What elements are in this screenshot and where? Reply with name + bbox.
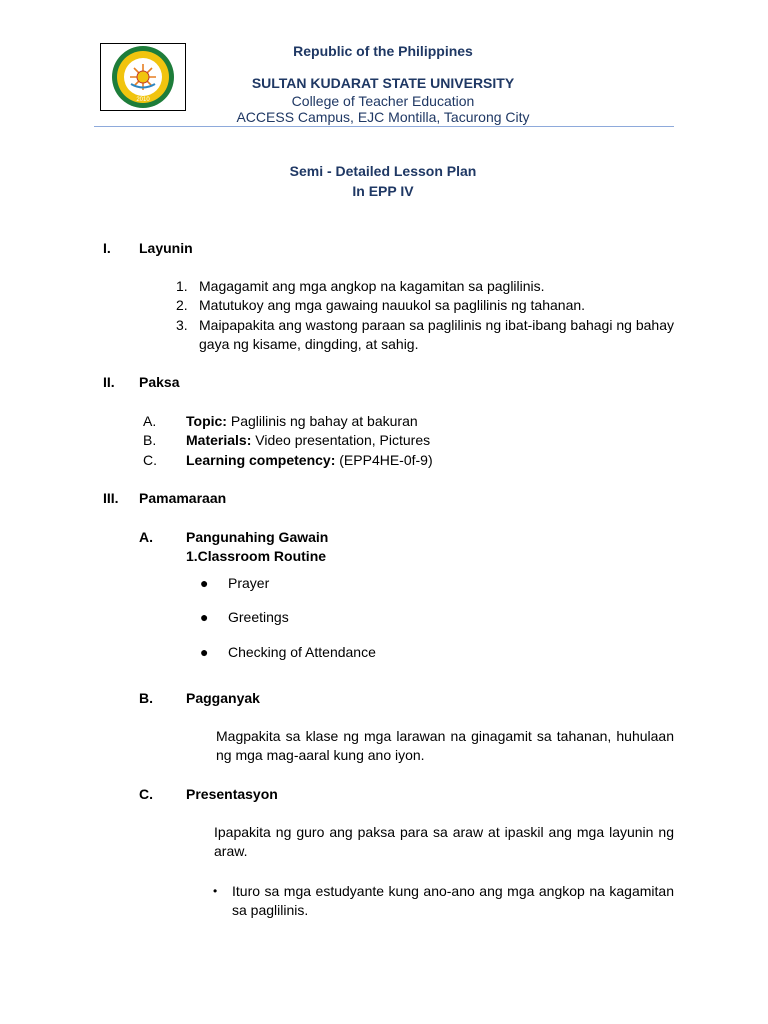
- subsection-a-title: Pangunahing Gawain: [186, 529, 329, 545]
- objective-1-text: Magagamit ang mga angkop na kagamitan sa paglilinis.: [199, 278, 545, 294]
- materials-line: [186, 431, 430, 450]
- presentation-bullet-text: Ituro sa mga estudyante kung ano-ano ang mga angkop na kagamitan sa paglilinis.: [232, 883, 674, 918]
- republic-heading: Republic of the Philippines: [293, 43, 473, 59]
- subsection-c-title: Presentasyon: [186, 786, 278, 802]
- section-2-title: Paksa: [139, 374, 180, 390]
- competency-letter: C.: [143, 452, 157, 468]
- materials-label: Materials:: [186, 432, 252, 448]
- classroom-routine-heading: 1.Classroom Routine: [186, 548, 327, 564]
- lesson-plan-subject: In EPP IV: [352, 183, 414, 199]
- objective-3-text: Maipapakita ang wastong paraan sa paglilinis ng ibat-ibang bahagi ng bahay gaya ng kisame, dingding, at sahig.: [199, 317, 674, 352]
- subsection-c-letter: C.: [139, 786, 153, 802]
- competency-value: (EPP4HE-0f-9): [335, 452, 433, 468]
- topic-line: [186, 412, 418, 431]
- section-3-title: Pamamaraan: [139, 490, 227, 506]
- topic-value: Paglilinis ng bahay at bakuran: [226, 413, 418, 429]
- topic-letter: A.: [143, 413, 157, 429]
- subsection-b-letter: B.: [139, 690, 153, 706]
- bullet-icon: ●: [200, 575, 209, 591]
- presentation-text: Ipapakita ng guro ang paksa para sa araw at ipaskil ang mga layunin ng araw.: [214, 824, 674, 859]
- university-name: SULTAN KUDARAT STATE UNIVERSITY: [251, 75, 515, 91]
- motivation-text: Magpakita sa klase ng mga larawan na ginagamit sa tahanan, huhulaan ng mga mag-aaral kung ano iyon.: [216, 728, 674, 763]
- college-name: College of Teacher Education: [291, 93, 475, 109]
- routine-item-attendance: Checking of Attendance: [228, 644, 376, 660]
- subsection-b-title: Pagganyak: [186, 690, 260, 706]
- routine-item-prayer: Prayer: [228, 575, 270, 591]
- objective-2-number: 2.: [176, 297, 188, 313]
- routine-item-greetings: Greetings: [228, 609, 289, 625]
- subsection-a-letter: A.: [139, 529, 153, 545]
- bullet-icon: ●: [200, 609, 209, 625]
- competency-label: Learning competency:: [186, 452, 336, 468]
- topic-label: Topic:: [186, 413, 227, 429]
- objective-1-number: 1.: [176, 278, 188, 294]
- header-divider: [94, 126, 674, 127]
- section-3-number: III.: [103, 490, 119, 506]
- competency-line: [186, 451, 433, 470]
- section-1-title: Layunin: [139, 240, 193, 256]
- section-1-number: I.: [103, 240, 111, 256]
- materials-value: Video presentation, Pictures: [251, 432, 431, 448]
- materials-letter: B.: [143, 432, 157, 448]
- university-logo: [100, 43, 186, 111]
- lesson-plan-title: Semi - Detailed Lesson Plan: [289, 163, 477, 179]
- bullet-icon: ●: [200, 644, 209, 660]
- objective-3-number: 3.: [176, 317, 188, 333]
- section-2-number: II.: [103, 374, 115, 390]
- campus-address: ACCESS Campus, EJC Montilla, Tacurong City: [236, 109, 530, 125]
- university-seal-icon: [101, 44, 185, 110]
- logo-year: 2010: [136, 97, 150, 103]
- bullet-icon: •: [213, 884, 218, 898]
- objective-2-text: Matutukoy ang mga gawaing nauukol sa paglilinis ng tahanan.: [199, 297, 586, 313]
